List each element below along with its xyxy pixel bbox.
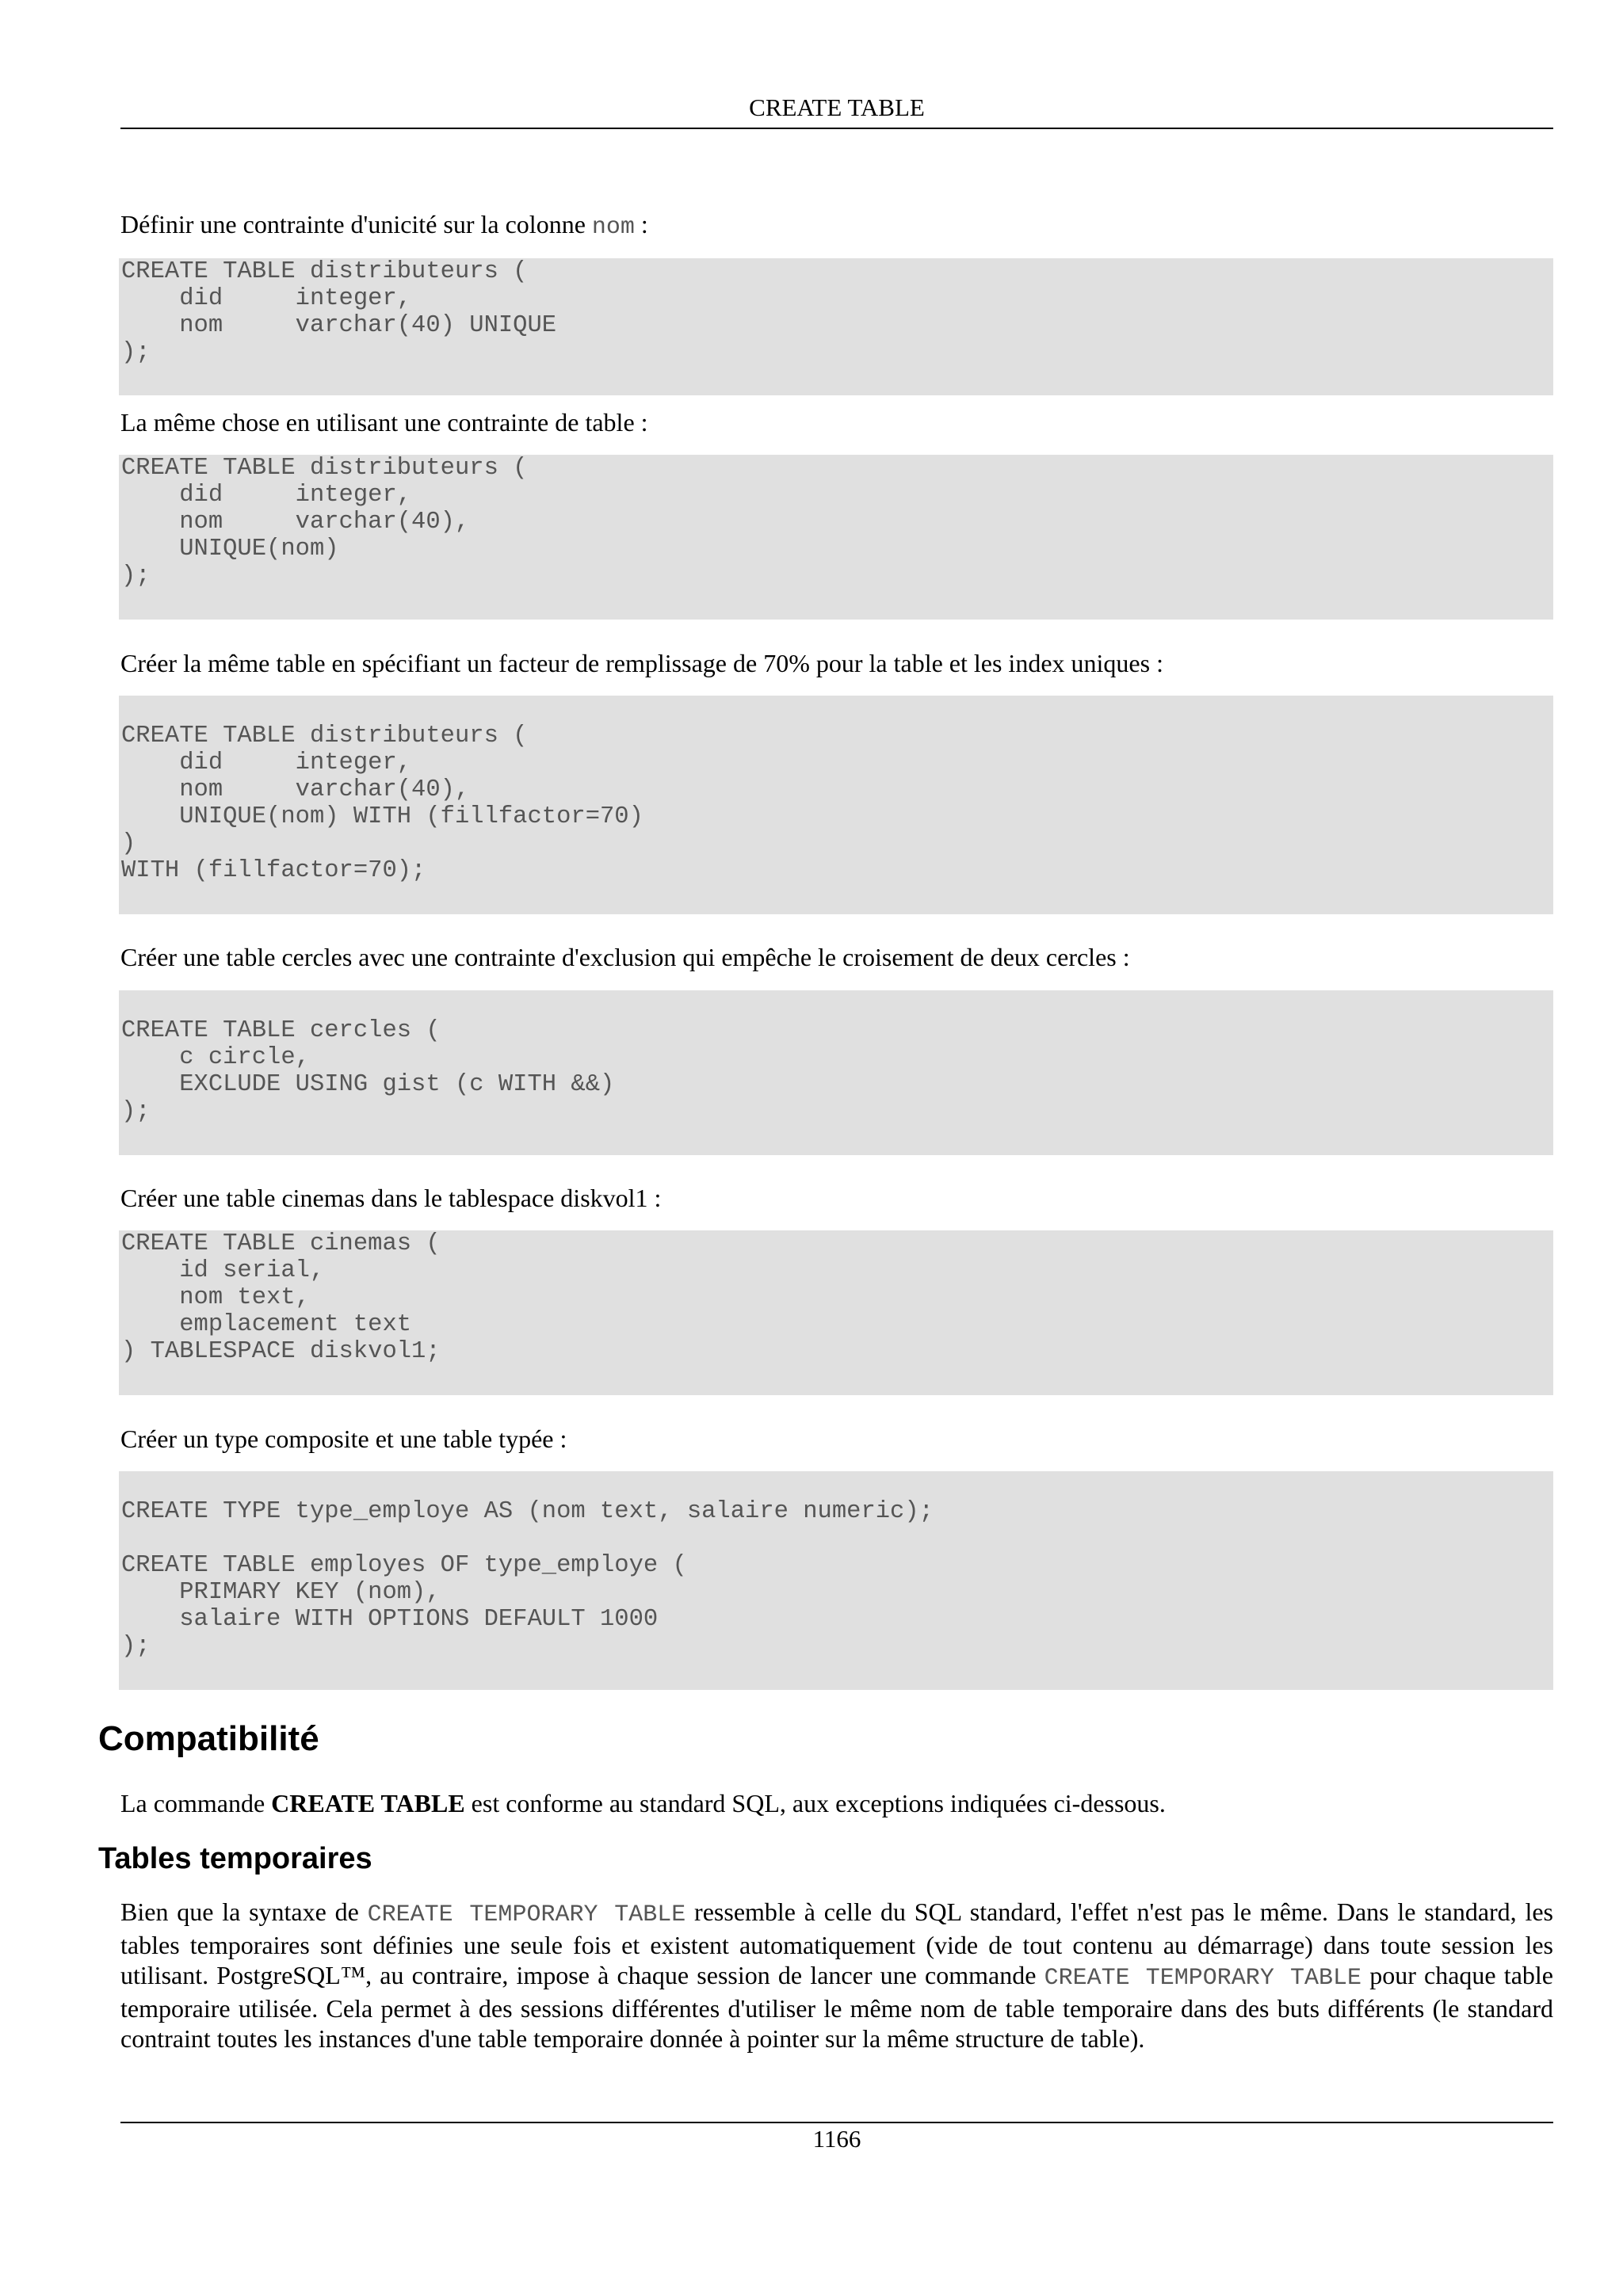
subsection-heading-temp-tables: Tables temporaires <box>98 1842 372 1875</box>
footer-rule <box>120 2122 1553 2123</box>
inline-code: nom <box>591 214 635 241</box>
temp-tables-paragraph <box>120 1897 1553 2054</box>
code-text: CREATE TYPE type_employe AS (nom text, salaire numeric); CREATE TABLE employes OF type_employe ( PRIMARY KEY (nom), salaire WITH OPTIONS DEFAULT 1000 ); <box>121 1498 934 1660</box>
code-text: CREATE TABLE distributeurs ( did integer, nom varchar(40), UNIQUE(nom) ); <box>121 455 528 589</box>
example-intro: Créer une table cinemas dans le tablespace diskvol1 : <box>120 1184 662 1212</box>
compat-paragraph <box>120 1788 1553 1818</box>
example-intro: Créer un type composite et une table typée : <box>120 1425 567 1453</box>
compat-command: CREATE TABLE <box>271 1789 465 1817</box>
example-intro-text: Définir une contrainte d'unicité sur la colonne <box>120 210 586 238</box>
code-text: CREATE TABLE cercles ( c circle, EXCLUDE USING gist (c WITH &&) ); <box>121 1017 615 1125</box>
example-intro: Créer une table cercles avec une contrainte d'exclusion qui empêche le croisement de deux cercles : <box>120 943 1130 971</box>
temp-text: ressemble à celle du SQL standard, l'effet n'est pas le même. Dans le standard, les tables temporaires sont définies une seule fois et existent automatiquement (vide de tout contenu au démarrage) dans toute session les utilisant. PostgreSQL™, au contraire, impose à chaque session de lancer une commande <box>120 1897 1554 1989</box>
compat-text: La commande <box>120 1789 272 1817</box>
running-header: CREATE TABLE <box>749 93 925 121</box>
compat-text: est conforme au standard SQL, aux exceptions indiquées ci-dessous. <box>464 1789 1166 1817</box>
section-heading-compatibility: Compatibilité <box>98 1719 319 1758</box>
code-block <box>119 258 1553 395</box>
page-number: 1166 <box>812 2125 861 2153</box>
temp-text: pour chaque table temporaire utilisée. Cela permet à des sessions différentes d'utiliser le même nom de table temporaire dans des buts différents (le standard contraint toutes les instances d'une table temporaire donnée à pointer sur la même structure de table). <box>120 1961 1553 2053</box>
header-rule <box>120 128 1553 129</box>
code-text: CREATE TABLE distributeurs ( did integer, nom varchar(40) UNIQUE ); <box>121 258 557 366</box>
example-intro: La même chose en utilisant une contrainte de table : <box>120 408 648 437</box>
code-block <box>119 990 1553 1155</box>
code-block <box>119 696 1553 914</box>
inline-code: CREATE TEMPORARY TABLE <box>367 1901 686 1928</box>
inline-code: CREATE TEMPORARY TABLE <box>1044 1965 1362 1992</box>
example-intro: Créer la même table en spécifiant un facteur de remplissage de 70% pour la table et les index uniques : <box>120 649 1163 677</box>
code-text: CREATE TABLE distributeurs ( did integer, nom varchar(40), UNIQUE(nom) WITH (fillfactor=70) ) WITH (fillfactor=70); <box>121 723 643 884</box>
temp-text: Bien que la syntaxe de <box>120 1897 368 1926</box>
example-intro <box>120 209 1553 242</box>
code-block <box>119 1230 1553 1395</box>
code-block <box>119 1471 1553 1690</box>
code-text: CREATE TABLE cinemas ( id serial, nom text, emplacement text ) TABLESPACE diskvol1; <box>121 1230 441 1365</box>
code-block <box>119 455 1553 620</box>
example-intro-suffix: : <box>634 210 648 238</box>
